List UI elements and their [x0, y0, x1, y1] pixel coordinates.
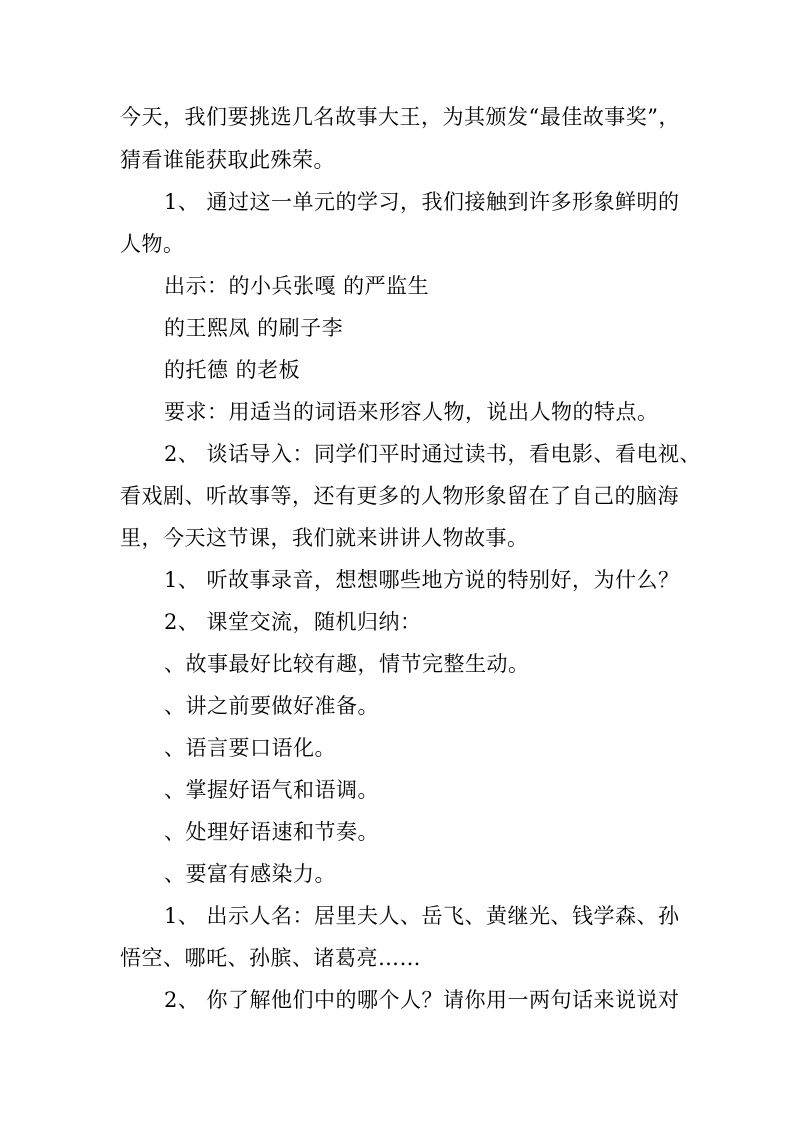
text-line: 1、 通过这一单元的学习，我们接触到许多形象鲜明的	[164, 190, 680, 214]
text-line: 1、 出示人名：居里夫人、岳飞、黄继光、钱学森、孙	[164, 904, 680, 928]
text-line: 今天，我们要挑选几名故事大王，为其颁发“最佳故事奖”，	[120, 105, 680, 129]
text-line: 、掌握好语气和语调。	[164, 778, 379, 802]
text-line: 悟空、哪吒、孙膑、诸葛亮……	[120, 946, 421, 970]
text-line: 的托德 的老板	[164, 358, 301, 382]
text-line: 要求：用适当的词语来形容人物，说出人物的特点。	[164, 400, 659, 424]
text-line: 、要富有感染力。	[164, 862, 336, 886]
text-line: 人物。	[120, 232, 185, 256]
text-line: 的王熙凤 的刷子李	[164, 316, 344, 340]
text-line: 、语言要口语化。	[164, 736, 336, 760]
text-line: 2、 课堂交流，随机归纳：	[164, 610, 422, 634]
text-line: 2、 谈话导入：同学们平时通过读书，看电影、看电视、	[164, 442, 702, 466]
text-line: 1、 听故事录音，想想哪些地方说的特别好，为什么？	[164, 568, 680, 592]
text-line: 、讲之前要做好准备。	[164, 694, 379, 718]
text-line: 出示：的小兵张嘎 的严监生	[164, 274, 430, 298]
text-line: 2、 你了解他们中的哪个人？请你用一两句话来说说对	[164, 988, 680, 1012]
text-line: 看戏剧、听故事等，还有更多的人物形象留在了自己的脑海	[120, 484, 679, 508]
text-line: 、处理好语速和节奏。	[164, 820, 379, 844]
text-line: 里，今天这节课，我们就来讲讲人物故事。	[120, 526, 529, 550]
text-line: 猜看谁能获取此殊荣。	[120, 148, 335, 172]
text-line: 、故事最好比较有趣，情节完整生动。	[164, 652, 530, 676]
